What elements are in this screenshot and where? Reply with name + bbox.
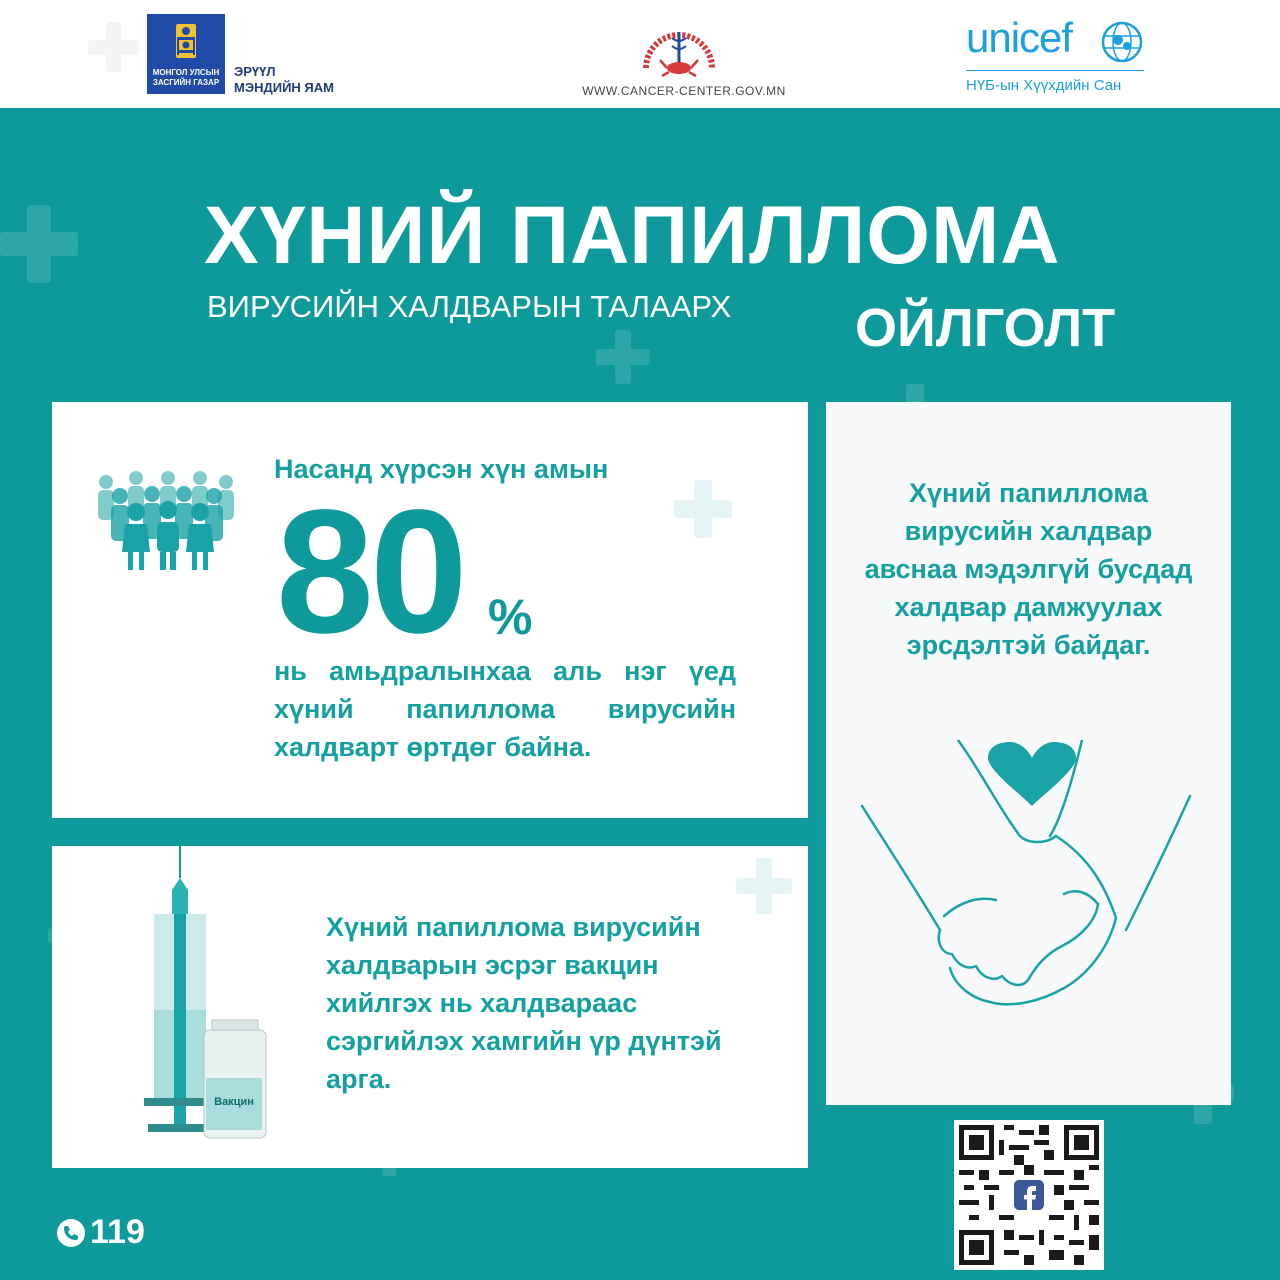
- unicef-divider: [966, 70, 1144, 71]
- plus-decoration-icon: [674, 480, 732, 538]
- unicef-globe-icon: [1100, 20, 1144, 64]
- holding-hands-icon: [850, 740, 1200, 1040]
- plus-decoration-icon: [0, 205, 78, 283]
- heart-icon: [988, 742, 1076, 806]
- statistic-percent-sign: %: [488, 589, 533, 645]
- statistic-big-number: 80: [276, 474, 464, 670]
- statistic-description: нь амьдралынхаа аль нэг үед хүний папиллома вирусийн халдварт өртдөг байна.: [274, 656, 736, 762]
- vial-label: Вакцин: [214, 1096, 254, 1108]
- vaccine-vial-icon: [204, 1020, 266, 1138]
- plus-decoration-icon: [736, 858, 792, 914]
- cancer-center-logo-icon: [636, 14, 722, 84]
- statistic-card: [52, 402, 808, 818]
- ministry-name: [234, 64, 334, 96]
- hotline-number[interactable]: [56, 1212, 145, 1252]
- unicef-wordmark: unicef: [966, 14, 1073, 61]
- plus-decoration-icon: [596, 330, 650, 384]
- ministry-line-1: ЭРҮҮЛ: [234, 64, 276, 79]
- government-logo: [147, 14, 225, 94]
- ministry-line-2: МЭНДИЙН ЯАМ: [234, 80, 334, 95]
- page-subtitle-emphasis: ОЙЛГОЛТ: [855, 298, 1116, 358]
- page-subtitle: ВИРУСИЙН ХАЛДВАРЫН ТАЛААРХ: [207, 289, 732, 324]
- soyombo-emblem-icon: [174, 22, 198, 60]
- statistic-intro: Насанд хүрсэн хүн амын: [274, 454, 609, 484]
- page-title: ХҮНИЙ ПАПИЛЛОМА: [204, 190, 1061, 281]
- hotline-number-text: 119: [90, 1213, 145, 1251]
- plus-decoration-icon: [88, 22, 138, 72]
- unicef-subtitle: НҮБ-ын Хүүхдийн Сан: [966, 77, 1122, 94]
- qr-code[interactable]: [954, 1120, 1104, 1270]
- syringe-icon: [140, 818, 275, 1150]
- people-group-icon: [84, 468, 242, 572]
- vaccine-text: Хүний папиллома вирусийн халдварын эсрэг вакцин хийлгэх нь халдвараас сэргийлэх хамгийн үр дүнтэй арга.: [326, 912, 722, 1094]
- cancer-center-url[interactable]: WWW.CANCER-CENTER.GOV.MN: [582, 84, 786, 98]
- government-logo-text: МОНГОЛ УЛСЫН ЗАСГИЙН ГАЗАР: [152, 68, 220, 87]
- header-bar: [0, 0, 1280, 108]
- transmission-text: Хүний папиллома вирусийн халдвар авснаа мэдэлгүй бусдад халдвар дамжуулах эрсдэлтэй байдаг.: [864, 478, 1193, 660]
